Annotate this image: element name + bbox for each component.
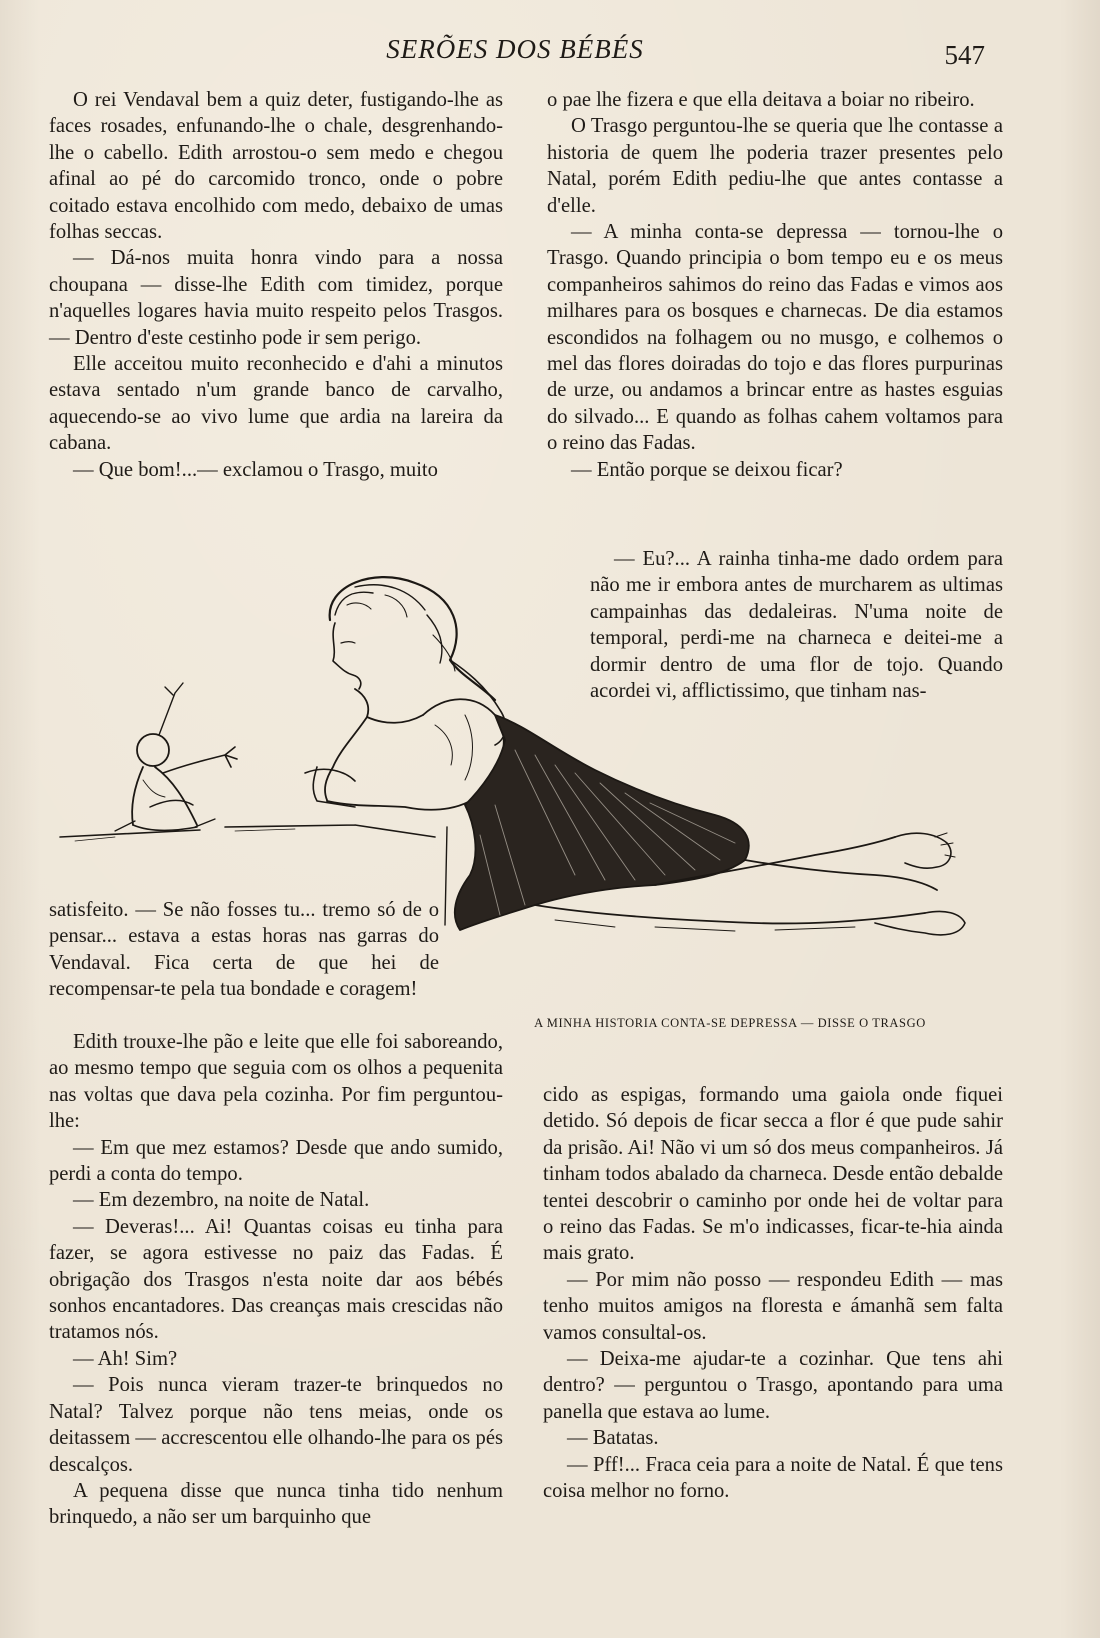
paragraph: cido as espigas, formando uma gaiola onde fiquei detido. Só depois de ficar secca a flor é que pude sahir da prisão. Ai! Não vi um só dos meus companheiros. Já tinham todos abalado da charneca. Desde então debalde tentei descobrir o caminho por onde hei de voltar para o reino das Fadas. Se m'o indicasses, ficar-te-hia ainda mais grato. <box>543 1084 1003 1265</box>
paragraph: — Pff!... Fraca ceia para a noite de Natal. É que tens coisa melhor no forno. <box>543 1453 1003 1503</box>
running-head <box>0 30 1100 70</box>
paragraph: Elle acceitou muito reconhecido e d'ahi a minutos estava sentado n'um grande banco de carvalho, aquecendo-se ao vivo lume que ardia na lareira da cabana. <box>49 353 503 455</box>
left-column-wrap <box>49 897 439 1003</box>
paragraph: O rei Vendaval bem a quiz deter, fustigando-lhe as faces rosades, enfunando-lhe o chale, desgrenhando-lhe o cabello. Edith arrostou-o sem medo e chegou afinal ao pé do carcomido tronco, onde o pobre coitado estava encolhido com medo, debaixo de umas folhas seccas. <box>49 89 503 244</box>
paragraph: Edith trouxe-lhe pão e leite que elle foi saboreando, ao mesmo tempo que seguia com os olhos a pequenita nas voltas que dava pela cozinha. Por fim perguntou-lhe: <box>49 1031 503 1133</box>
paragraph: — Então porque se deixou ficar? <box>571 458 843 481</box>
paragraph: — Pois nunca vieram trazer-te brinquedos no Natal? Talvez porque não tens meias, onde os deitassem — accrescentou elle olhando-lhe para os pés descalços. <box>49 1374 503 1476</box>
paragraph: — Deixa-me ajudar-te a cozinhar. Que tens ahi dentro? — perguntou o Trasgo, apontando para uma panella que estava ao lume. <box>543 1348 1003 1423</box>
paragraph: o pae lhe fizera e que ella deitava a boiar no ribeiro. <box>547 89 975 111</box>
running-title: SERÕES DOS BÉBÉS <box>386 34 644 64</box>
paragraph: satisfeito. — Se não fosses tu... tremo só de o pensar... estava a estas horas nas garras do Vendaval. Fica certa de que hei de recompensar-te pela tua bondade e coragem! <box>49 899 439 1001</box>
paragraph: — Deveras!... Ai! Quantas coisas eu tinha para fazer, se agora estivesse no paiz das Fadas. É obrigação dos Trasgos n'esta noite dar aos bébés sonhos encantadores. Das creanças mais crescidas não tratamos nós. <box>49 1215 503 1344</box>
right-column-bottom <box>543 1082 1003 1505</box>
illustration-caption: A MINHA HISTORIA CONTA-SE DEPRESSA — DISSE O TRASGO <box>534 1016 926 1030</box>
paragraph: O Trasgo perguntou-lhe se queria que lhe contasse a historia de quem lhe poderia trazer presentes pelo Natal, porém Edith pediu-lhe que antes contasse a d'elle. <box>547 115 1003 217</box>
paragraph: — Ah! Sim? <box>73 1347 178 1370</box>
left-column-bottom <box>49 1029 503 1531</box>
paragraph: — Batatas. <box>567 1427 659 1450</box>
paragraph: A pequena disse que nunca tinha tido nenhum brinquedo, a não ser um barquinho que <box>49 1479 503 1529</box>
left-column-top <box>49 87 503 483</box>
right-column-top <box>547 87 1003 483</box>
paragraph: — Por mim não posso — respondeu Edith — mas tenho muitos amigos na floresta e ámanhã sem falta vamos consultal-os. <box>543 1268 1003 1344</box>
paragraph: — Que bom!...— exclamou o Trasgo, muito <box>73 458 438 481</box>
paragraph: — Eu?... A rainha tinha-me dado ordem para não me ir embora antes de murcharem as ultimas campainhas das dedaleiras. N'uma noite de temporal, perdi-me na charneca e deitei-me a dormir dentro de uma flor de tojo. Quando acordei vi, afflictissimo, que tinham nas- <box>590 548 1003 703</box>
paragraph: — Em dezembro, na noite de Natal. <box>73 1189 370 1212</box>
page-number: 547 <box>944 40 985 70</box>
paragraph: — A minha conta-se depressa — tornou-lhe o Trasgo. Quando principia o bom tempo eu e os meus companheiros sahimos do reino das Fadas e vimos aos milhares para os bosques e charnecas. De dia estamos escondidos na folhagem ou no musgo, e colhemos o mel das flores doiradas do tojo e das flores purpurinas de urze, ou andamos a brincar entre as hastes esguias do silvado... E quando as folhas cahem voltamos para o reino das Fadas. <box>547 221 1003 455</box>
paragraph: — Dá-nos muita honra vindo para a nossa choupana — disse-lhe Edith com timidez, porque n'aquelles logares havia muito respeito pelos Trasgos. — Dentro d'este cestinho pode ir sem perigo. <box>49 247 503 349</box>
paragraph: — Em que mez estamos? Desde que ando sumido, perdi a conta do tempo. <box>49 1136 503 1186</box>
